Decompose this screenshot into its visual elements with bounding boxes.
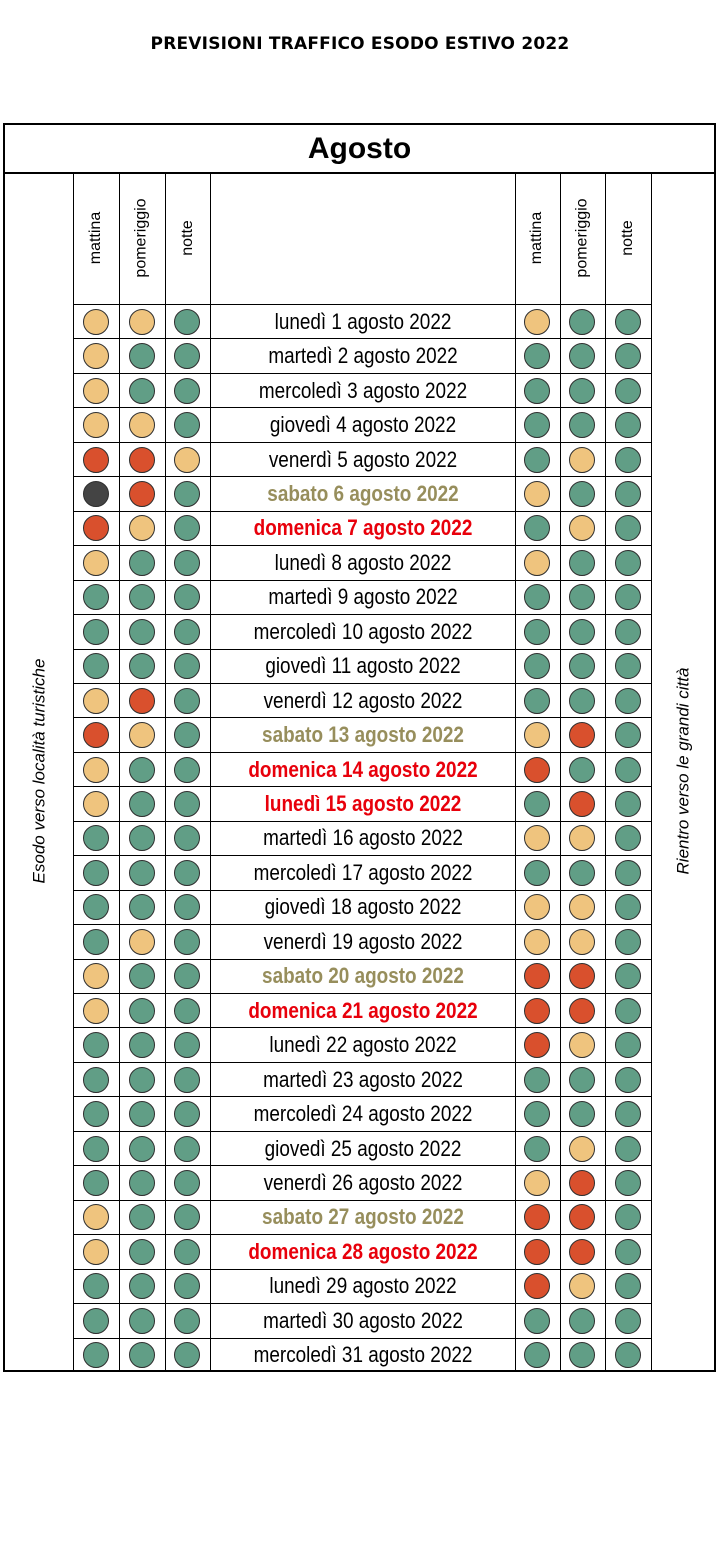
table-row	[73, 407, 652, 441]
traffic-dot-back-mattina-green	[524, 791, 550, 817]
traffic-dot-back-notte-green	[615, 1170, 641, 1196]
traffic-dot-back-pomeriggio-green	[569, 343, 595, 369]
traffic-dot-back-notte-green	[615, 757, 641, 783]
traffic-dot-back-mattina-green	[524, 584, 550, 610]
traffic-dot-back-mattina-green	[524, 1136, 550, 1162]
table-row	[73, 890, 652, 924]
traffic-dot-out-mattina-green	[83, 584, 109, 610]
traffic-dot-back-notte-green	[615, 825, 641, 851]
traffic-dot-back-mattina-green	[524, 1342, 550, 1368]
date-label: mercoledì 17 agosto 2022	[253, 859, 473, 885]
traffic-dot-back-mattina-red	[524, 1273, 550, 1299]
traffic-dot-back-mattina-green	[524, 688, 550, 714]
traffic-dot-out-mattina-yellow	[83, 309, 109, 335]
traffic-dot-back-notte-green	[615, 1273, 641, 1299]
traffic-dot-out-pomeriggio-green	[129, 998, 155, 1024]
table-row	[73, 1096, 652, 1130]
traffic-dot-back-mattina-yellow	[524, 825, 550, 851]
traffic-dot-out-mattina-yellow	[83, 757, 109, 783]
table-row	[73, 959, 652, 993]
traffic-dot-out-mattina-green	[83, 1136, 109, 1162]
traffic-dot-out-notte-green	[174, 1067, 200, 1093]
table-row	[73, 304, 652, 338]
traffic-dot-back-pomeriggio-yellow	[569, 515, 595, 541]
traffic-dot-out-pomeriggio-red	[129, 688, 155, 714]
traffic-dot-out-notte-green	[174, 929, 200, 955]
table-row	[73, 649, 652, 683]
traffic-dot-back-mattina-green	[524, 653, 550, 679]
traffic-dot-out-mattina-black	[83, 481, 109, 507]
traffic-dot-back-pomeriggio-green	[569, 757, 595, 783]
traffic-dot-out-notte-green	[174, 1101, 200, 1127]
traffic-dot-out-pomeriggio-green	[129, 860, 155, 886]
traffic-dot-out-mattina-red	[83, 515, 109, 541]
table-row	[73, 1303, 652, 1337]
traffic-dot-out-mattina-green	[83, 653, 109, 679]
traffic-dot-out-pomeriggio-green	[129, 757, 155, 783]
traffic-dot-back-pomeriggio-green	[569, 584, 595, 610]
traffic-dot-out-pomeriggio-yellow	[129, 929, 155, 955]
traffic-dot-out-pomeriggio-green	[129, 378, 155, 404]
traffic-dot-out-notte-green	[174, 757, 200, 783]
traffic-dot-out-mattina-green	[83, 894, 109, 920]
traffic-dot-back-mattina-green	[524, 378, 550, 404]
table-row	[73, 545, 652, 579]
table-row	[73, 1027, 652, 1061]
date-label: lunedì 29 agosto 2022	[269, 1273, 457, 1299]
traffic-dot-out-pomeriggio-green	[129, 619, 155, 645]
traffic-dot-out-pomeriggio-green	[129, 894, 155, 920]
traffic-dot-out-notte-green	[174, 1136, 200, 1162]
traffic-dot-out-pomeriggio-yellow	[129, 515, 155, 541]
traffic-dot-back-mattina-red	[524, 998, 550, 1024]
date-label: sabato 20 agosto 2022	[262, 963, 464, 989]
traffic-dot-back-pomeriggio-green	[569, 412, 595, 438]
date-label: domenica 14 agosto 2022	[248, 756, 478, 782]
traffic-dot-back-notte-green	[615, 1067, 641, 1093]
traffic-dot-back-notte-green	[615, 343, 641, 369]
traffic-dot-back-mattina-green	[524, 860, 550, 886]
table-row	[73, 1338, 652, 1372]
table-row	[73, 1234, 652, 1268]
traffic-dot-out-notte-green	[174, 998, 200, 1024]
traffic-dot-out-notte-green	[174, 1273, 200, 1299]
traffic-dot-out-pomeriggio-red	[129, 447, 155, 473]
traffic-dot-back-pomeriggio-green	[569, 481, 595, 507]
date-label: giovedì 18 agosto 2022	[264, 894, 462, 920]
traffic-dot-out-notte-green	[174, 1308, 200, 1334]
date-label: sabato 27 agosto 2022	[262, 1204, 464, 1230]
table-row	[73, 1165, 652, 1199]
traffic-dot-out-mattina-red	[83, 722, 109, 748]
traffic-dot-back-notte-green	[615, 929, 641, 955]
date-label: martedì 9 agosto 2022	[268, 584, 458, 610]
table-row	[73, 580, 652, 614]
table-row	[73, 855, 652, 889]
table-row	[73, 338, 652, 372]
traffic-dot-out-mattina-green	[83, 1308, 109, 1334]
traffic-dot-back-notte-green	[615, 309, 641, 335]
traffic-dot-back-mattina-red	[524, 1239, 550, 1265]
traffic-dot-back-notte-green	[615, 1032, 641, 1058]
traffic-dot-back-pomeriggio-green	[569, 550, 595, 576]
traffic-dot-out-notte-green	[174, 412, 200, 438]
traffic-dot-out-pomeriggio-green	[129, 1308, 155, 1334]
traffic-dot-back-pomeriggio-red	[569, 963, 595, 989]
traffic-dot-back-mattina-green	[524, 619, 550, 645]
traffic-dot-out-mattina-green	[83, 1342, 109, 1368]
traffic-dot-back-pomeriggio-red	[569, 1239, 595, 1265]
traffic-dot-out-pomeriggio-green	[129, 963, 155, 989]
traffic-dot-out-mattina-yellow	[83, 378, 109, 404]
traffic-dot-back-pomeriggio-yellow	[569, 1032, 595, 1058]
traffic-dot-out-notte-yellow	[174, 447, 200, 473]
traffic-dot-back-mattina-red	[524, 757, 550, 783]
forecast-grid	[73, 172, 652, 1372]
return-label: Rientro verso le grandi città	[673, 667, 692, 875]
table-row	[73, 821, 652, 855]
traffic-dot-out-notte-green	[174, 481, 200, 507]
traffic-dot-out-pomeriggio-green	[129, 584, 155, 610]
traffic-dot-back-notte-green	[615, 412, 641, 438]
traffic-dot-back-mattina-red	[524, 963, 550, 989]
traffic-dot-back-mattina-yellow	[524, 550, 550, 576]
traffic-dot-back-notte-green	[615, 481, 641, 507]
traffic-dot-back-mattina-red	[524, 1032, 550, 1058]
date-label: lunedì 22 agosto 2022	[269, 1032, 457, 1058]
document-title: PREVISIONI TRAFFICO ESODO ESTIVO 2022	[150, 34, 570, 54]
date-label: venerdì 19 agosto 2022	[263, 928, 463, 954]
date-label: sabato 13 agosto 2022	[262, 722, 464, 748]
traffic-dot-back-notte-green	[615, 1204, 641, 1230]
traffic-dot-out-pomeriggio-green	[129, 1239, 155, 1265]
traffic-dot-out-mattina-yellow	[83, 688, 109, 714]
traffic-dot-back-mattina-green	[524, 343, 550, 369]
traffic-dot-back-notte-green	[615, 963, 641, 989]
table-row	[73, 1131, 652, 1165]
date-label: giovedì 25 agosto 2022	[264, 1135, 462, 1161]
table-row	[73, 683, 652, 717]
traffic-dot-out-mattina-yellow	[83, 998, 109, 1024]
traffic-dot-out-notte-green	[174, 894, 200, 920]
traffic-dot-out-pomeriggio-red	[129, 481, 155, 507]
traffic-dot-out-pomeriggio-green	[129, 343, 155, 369]
column-header-out-pomeriggio: pomeriggio	[133, 198, 150, 278]
date-label: domenica 21 agosto 2022	[248, 997, 478, 1023]
traffic-dot-out-mattina-green	[83, 1101, 109, 1127]
date-label: lunedì 8 agosto 2022	[274, 549, 452, 575]
traffic-dot-out-mattina-yellow	[83, 343, 109, 369]
table-row	[73, 373, 652, 407]
traffic-dot-back-notte-green	[615, 378, 641, 404]
table-row	[73, 1062, 652, 1096]
traffic-dot-back-pomeriggio-green	[569, 309, 595, 335]
traffic-dot-back-pomeriggio-red	[569, 1170, 595, 1196]
traffic-dot-back-mattina-green	[524, 1101, 550, 1127]
table-row	[73, 476, 652, 510]
traffic-dot-back-pomeriggio-green	[569, 688, 595, 714]
date-label: martedì 30 agosto 2022	[263, 1307, 463, 1333]
traffic-dot-back-notte-green	[615, 1101, 641, 1127]
column-header-out-notte: notte	[178, 220, 196, 256]
table-row	[73, 752, 652, 786]
traffic-dot-back-pomeriggio-green	[569, 1342, 595, 1368]
date-label: martedì 16 agosto 2022	[263, 825, 463, 851]
traffic-dot-out-pomeriggio-green	[129, 653, 155, 679]
traffic-dot-out-pomeriggio-green	[129, 1067, 155, 1093]
traffic-dot-back-notte-green	[615, 722, 641, 748]
date-label: mercoledì 10 agosto 2022	[253, 618, 473, 644]
traffic-dot-out-pomeriggio-green	[129, 1204, 155, 1230]
traffic-dot-out-pomeriggio-yellow	[129, 722, 155, 748]
traffic-dot-out-mattina-green	[83, 1170, 109, 1196]
traffic-dot-back-pomeriggio-yellow	[569, 825, 595, 851]
traffic-dot-out-notte-green	[174, 860, 200, 886]
traffic-dot-out-pomeriggio-yellow	[129, 412, 155, 438]
date-label: domenica 7 agosto 2022	[253, 515, 473, 541]
traffic-dot-back-notte-green	[615, 447, 641, 473]
traffic-dot-out-pomeriggio-green	[129, 1136, 155, 1162]
traffic-dot-out-notte-green	[174, 343, 200, 369]
date-label: lunedì 1 agosto 2022	[274, 308, 452, 334]
traffic-dot-back-notte-green	[615, 619, 641, 645]
traffic-dot-out-notte-green	[174, 515, 200, 541]
traffic-dot-back-notte-green	[615, 515, 641, 541]
traffic-dot-out-notte-green	[174, 722, 200, 748]
traffic-dot-out-mattina-green	[83, 619, 109, 645]
date-label: venerdì 5 agosto 2022	[268, 446, 458, 472]
traffic-dot-back-pomeriggio-red	[569, 722, 595, 748]
traffic-dot-back-notte-green	[615, 894, 641, 920]
column-header-back-pomeriggio: pomeriggio	[573, 198, 591, 278]
traffic-dot-out-notte-green	[174, 1204, 200, 1230]
traffic-dot-back-mattina-green	[524, 412, 550, 438]
traffic-dot-out-notte-green	[174, 791, 200, 817]
traffic-dot-back-mattina-green	[524, 1067, 550, 1093]
traffic-dot-out-mattina-green	[83, 929, 109, 955]
date-label: giovedì 4 agosto 2022	[269, 412, 457, 438]
table-row	[73, 993, 652, 1027]
traffic-dot-out-pomeriggio-green	[129, 1342, 155, 1368]
traffic-dot-back-pomeriggio-yellow	[569, 929, 595, 955]
date-label: giovedì 11 agosto 2022	[265, 653, 461, 679]
traffic-dot-out-pomeriggio-yellow	[129, 309, 155, 335]
traffic-dot-out-pomeriggio-green	[129, 1101, 155, 1127]
traffic-dot-out-notte-green	[174, 825, 200, 851]
traffic-dot-back-notte-green	[615, 860, 641, 886]
table-row	[73, 1269, 652, 1303]
traffic-dot-back-pomeriggio-yellow	[569, 447, 595, 473]
traffic-dot-back-pomeriggio-yellow	[569, 894, 595, 920]
traffic-dot-out-mattina-green	[83, 1273, 109, 1299]
traffic-forecast-table	[3, 123, 716, 1372]
traffic-dot-back-pomeriggio-green	[569, 1067, 595, 1093]
table-row	[73, 614, 652, 648]
traffic-dot-out-mattina-yellow	[83, 550, 109, 576]
traffic-dot-back-notte-green	[615, 1308, 641, 1334]
traffic-dot-back-mattina-yellow	[524, 309, 550, 335]
traffic-dot-out-pomeriggio-green	[129, 1273, 155, 1299]
table-row	[73, 924, 652, 958]
traffic-dot-out-mattina-green	[83, 1032, 109, 1058]
date-label: venerdì 26 agosto 2022	[263, 1170, 463, 1195]
traffic-dot-back-pomeriggio-yellow	[569, 1136, 595, 1162]
traffic-dot-out-pomeriggio-green	[129, 550, 155, 576]
traffic-dot-out-mattina-red	[83, 447, 109, 473]
traffic-dot-back-mattina-yellow	[524, 1170, 550, 1196]
date-label: martedì 23 agosto 2022	[263, 1066, 463, 1092]
traffic-dot-out-mattina-green	[83, 825, 109, 851]
traffic-dot-back-pomeriggio-yellow	[569, 1273, 595, 1299]
traffic-dot-out-mattina-yellow	[83, 1239, 109, 1265]
table-row	[73, 442, 652, 476]
table-row	[73, 511, 652, 545]
traffic-dot-back-mattina-green	[524, 515, 550, 541]
traffic-dot-out-notte-green	[174, 653, 200, 679]
month-header: Agosto	[5, 125, 714, 174]
traffic-dot-back-mattina-yellow	[524, 929, 550, 955]
traffic-dot-back-notte-green	[615, 584, 641, 610]
traffic-dot-out-mattina-yellow	[83, 412, 109, 438]
traffic-dot-back-mattina-yellow	[524, 481, 550, 507]
traffic-dot-out-pomeriggio-green	[129, 825, 155, 851]
traffic-dot-out-pomeriggio-green	[129, 1170, 155, 1196]
traffic-dot-out-notte-green	[174, 550, 200, 576]
traffic-dot-out-notte-green	[174, 619, 200, 645]
column-header-out-mattina: mattina	[87, 211, 104, 265]
traffic-dot-back-pomeriggio-red	[569, 791, 595, 817]
traffic-dot-back-mattina-yellow	[524, 894, 550, 920]
traffic-dot-out-mattina-green	[83, 860, 109, 886]
traffic-dot-out-notte-green	[174, 1032, 200, 1058]
traffic-dot-back-mattina-red	[524, 1204, 550, 1230]
traffic-dot-out-notte-green	[174, 584, 200, 610]
date-label: mercoledì 31 agosto 2022	[253, 1342, 473, 1368]
traffic-dot-back-pomeriggio-red	[569, 1204, 595, 1230]
date-label: venerdì 12 agosto 2022	[263, 687, 463, 713]
traffic-dot-back-notte-green	[615, 688, 641, 714]
traffic-dot-out-pomeriggio-green	[129, 791, 155, 817]
traffic-dot-out-mattina-green	[83, 1067, 109, 1093]
traffic-dot-back-notte-green	[615, 998, 641, 1024]
traffic-dot-back-pomeriggio-green	[569, 619, 595, 645]
traffic-dot-back-pomeriggio-green	[569, 860, 595, 886]
date-label: martedì 2 agosto 2022	[268, 343, 458, 369]
traffic-dot-back-notte-green	[615, 550, 641, 576]
date-label: domenica 28 agosto 2022	[248, 1238, 478, 1264]
table-row	[73, 1200, 652, 1234]
traffic-dot-out-notte-green	[174, 1342, 200, 1368]
left-side-label	[5, 172, 73, 1370]
traffic-dot-back-notte-green	[615, 653, 641, 679]
traffic-dot-back-pomeriggio-green	[569, 1101, 595, 1127]
table-row	[73, 786, 652, 820]
traffic-dot-out-mattina-yellow	[83, 963, 109, 989]
traffic-dot-back-pomeriggio-green	[569, 1308, 595, 1334]
traffic-dot-out-notte-green	[174, 688, 200, 714]
traffic-dot-back-notte-green	[615, 1239, 641, 1265]
traffic-dot-back-mattina-green	[524, 447, 550, 473]
traffic-dot-back-notte-green	[615, 791, 641, 817]
traffic-dot-out-notte-green	[174, 309, 200, 335]
traffic-dot-back-pomeriggio-green	[569, 378, 595, 404]
traffic-dot-back-pomeriggio-red	[569, 998, 595, 1024]
traffic-dot-out-notte-green	[174, 963, 200, 989]
date-label: lunedì 15 agosto 2022	[264, 791, 462, 817]
traffic-dot-back-mattina-green	[524, 1308, 550, 1334]
right-side-label	[652, 172, 714, 1370]
table-row	[73, 717, 652, 751]
column-header-back-mattina: mattina	[528, 211, 546, 265]
traffic-dot-out-mattina-yellow	[83, 1204, 109, 1230]
traffic-dot-out-pomeriggio-green	[129, 1032, 155, 1058]
traffic-dot-back-pomeriggio-green	[569, 653, 595, 679]
date-label: sabato 6 agosto 2022	[267, 480, 459, 506]
traffic-dot-out-notte-green	[174, 378, 200, 404]
date-label: mercoledì 24 agosto 2022	[253, 1101, 473, 1127]
column-header-back-notte: notte	[619, 220, 636, 256]
date-label: mercoledì 3 agosto 2022	[258, 377, 468, 403]
outbound-label: Esodo verso località turistiche	[29, 658, 49, 884]
traffic-dot-out-notte-green	[174, 1239, 200, 1265]
traffic-dot-back-notte-green	[615, 1136, 641, 1162]
traffic-dot-back-mattina-yellow	[524, 722, 550, 748]
traffic-dot-back-notte-green	[615, 1342, 641, 1368]
traffic-dot-out-notte-green	[174, 1170, 200, 1196]
traffic-dot-out-mattina-yellow	[83, 791, 109, 817]
